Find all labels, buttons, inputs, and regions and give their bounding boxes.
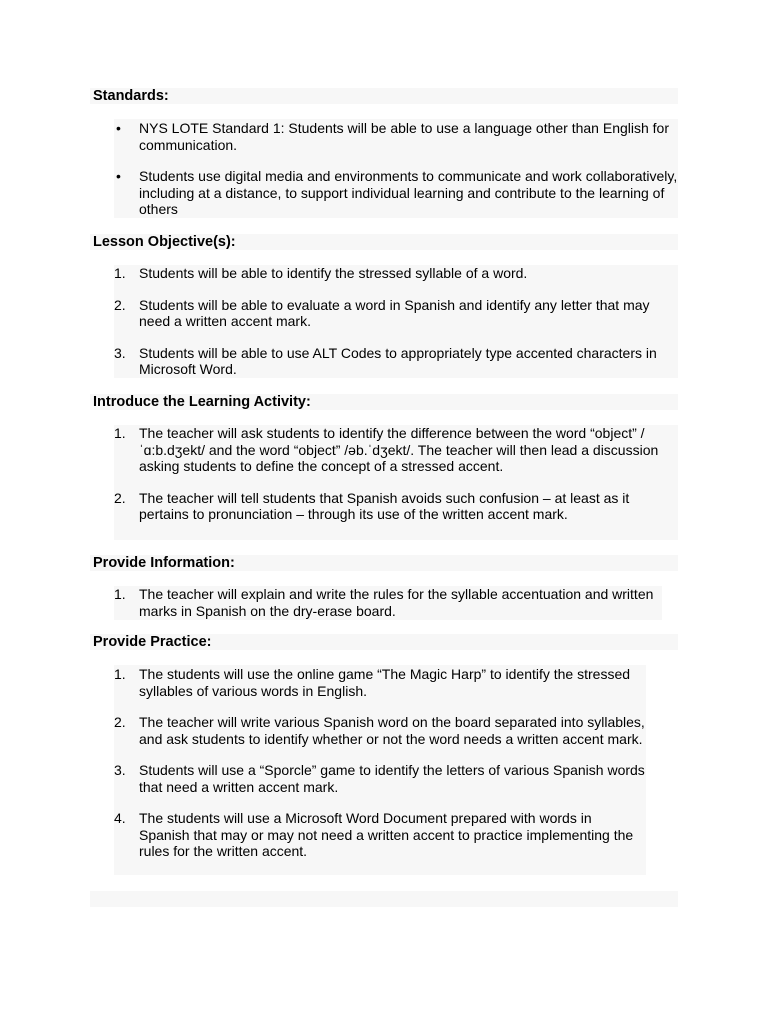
list-item [114,490,678,523]
list-item-text: The teacher will tell students that Spanish avoids such confusion – at least as it pertains to pronunciation – through its use of the written accent mark. [139,489,630,522]
standards-list [114,120,678,218]
bullet-marker: • [116,168,121,184]
number-marker: 2. [114,489,126,506]
list-item [114,120,678,153]
number-marker: 3. [114,344,126,361]
list-item-text: The students will use a Microsoft Word Document prepared with words in Spanish that may or may not need a written accent to practice implementing the rules for the written accent. [139,810,634,859]
band [90,88,678,104]
heading-objectives: Lesson Objective(s): [93,234,236,250]
information-list [114,586,662,619]
practice-list [114,666,646,860]
heading-standards: Standards: [93,88,169,104]
number-marker: 4. [114,810,126,826]
list-item [114,586,662,619]
list-item-text: NYS LOTE Standard 1: Students will be able to use a language other than English for communication. [139,120,669,153]
list-item-text: Students will use a “Sporcle” game to identify the letters of various Spanish words that need a written accent mark. [139,762,645,795]
band [90,891,678,907]
list-item [114,714,646,747]
list-item-text: The teacher will explain and write the rules for the syllable accentuation and written marks in Spanish on the dry-erase board. [139,586,654,619]
list-item-text: Students will be able to use ALT Codes to appropriately type accented characters in Microsoft Word. [139,344,657,377]
heading-practice: Provide Practice: [93,634,212,650]
list-item-text: The students will use the online game “The Magic Harp” to identify the stressed syllables of various words in English. [139,666,631,699]
number-marker: 2. [114,714,126,730]
list-item [114,810,646,860]
number-marker: 2. [114,296,126,313]
list-item-text: Students use digital media and environments to communicate and work collaboratively, including at a distance, to support individual learning and contribute to the learning of others [139,168,678,217]
number-marker: 1. [114,666,126,682]
list-item-text: The teacher will ask students to identify the difference between the word “object” / ˈɑ:b.dʒekt/ and the word “object” /əb.ˈdʒekt/. The teacher will then lead a discussion asking students to define the concept of a stressed accent. [139,425,659,474]
heading-introduce: Introduce the Learning Activity: [93,394,311,410]
bullet-marker: • [116,120,121,136]
list-item [114,762,646,795]
list-item [114,265,678,282]
list-item [114,297,678,330]
list-item [114,666,646,699]
list-item [114,168,678,218]
objectives-list [114,265,678,378]
list-item [114,345,678,378]
number-marker: 1. [114,586,126,602]
heading-information: Provide Information: [93,555,235,571]
introduce-list [114,425,678,523]
list-item [114,425,678,475]
number-marker: 1. [114,425,126,441]
number-marker: 3. [114,762,126,778]
list-item-text: Students will be able to evaluate a word in Spanish and identify any letter that may need a written accent mark. [139,296,650,329]
list-item-text: The teacher will write various Spanish word on the board separated into syllables, and ask students to identify whether or not the word needs a written accent mark. [139,714,645,747]
list-item-text: Students will be able to identify the stressed syllable of a word. [139,265,528,281]
number-marker: 1. [114,265,126,281]
